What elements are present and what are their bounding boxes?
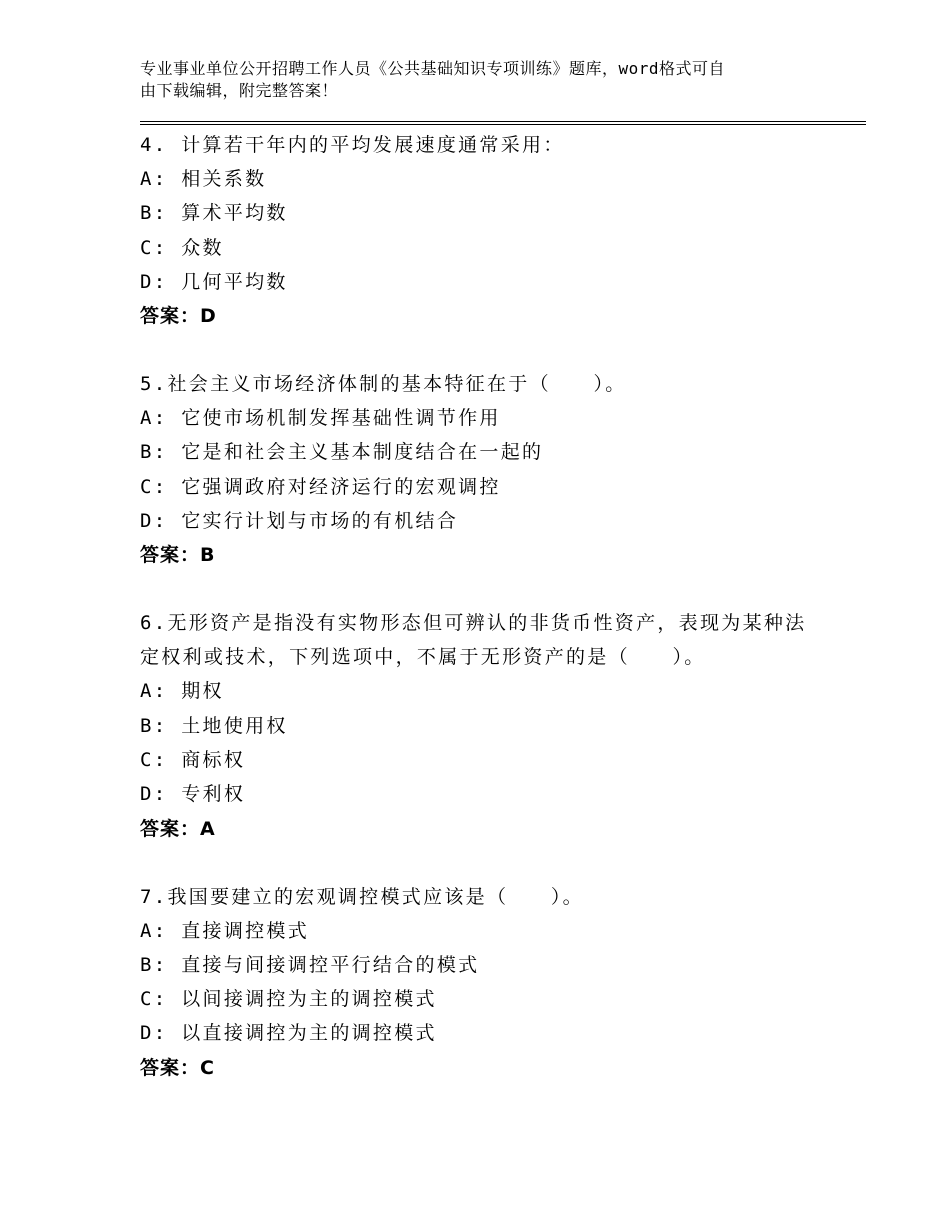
option-b: B: 算术平均数 [140,202,288,225]
option-a: A: 期权 [140,680,224,703]
option-a: A: 它使市场机制发挥基础性调节作用 [140,407,501,430]
option-d: D: 以直接调控为主的调控模式 [140,1022,437,1045]
question-stem: 5.社会主义市场经济体制的基本特征在于（ ）。 [140,373,627,396]
option-c: C: 众数 [140,236,224,259]
option-b: B: 直接与间接调控平行结合的模式 [140,953,480,976]
document-header [140,58,800,102]
option-d: D: 几何平均数 [140,270,288,293]
option-c: C: 商标权 [140,748,246,771]
answer-line: 答案：B [140,544,216,567]
answer-line: 答案：D [140,305,217,328]
header-line-2: 由下载编辑，附完整答案！ [140,81,339,100]
spacer [140,846,820,880]
option-a: A: 直接调控模式 [140,919,310,942]
answer-line: 答案：A [140,817,216,840]
question-item [140,128,820,333]
option-d: D: 它实行计划与市场的有机结合 [140,510,459,533]
question-stem: 6.无形资产是指没有实物形态但可辨认的非货币性资产，表现为某种法定权利或技术，下列选项中，不属于无形资产的是（ ）。 [140,612,807,669]
option-b: B: 土地使用权 [140,714,288,737]
option-c: C: 以间接调控为主的调控模式 [140,988,437,1011]
spacer [140,572,820,606]
header-line-1: 专业事业单位公开招聘工作人员《公共基础知识专项训练》题库，word格式可自 [140,59,726,78]
answer-line: 答案：C [140,1056,215,1079]
option-a: A: 相关系数 [140,168,267,190]
question-list [140,128,820,1085]
option-b: B: 它是和社会主义基本制度结合在一起的 [140,441,544,464]
question-item [140,606,820,845]
option-d: D: 专利权 [140,783,246,806]
header-divider [140,121,866,125]
question-stem: 4. 计算若干年内的平均发展速度通常采用： [140,134,565,156]
question-item [140,880,820,1085]
question-item [140,367,820,572]
question-stem: 7.我国要建立的宏观调控模式应该是（ ）。 [140,885,584,908]
option-c: C: 它强调政府对经济运行的宏观调控 [140,475,501,498]
spacer [140,333,820,367]
